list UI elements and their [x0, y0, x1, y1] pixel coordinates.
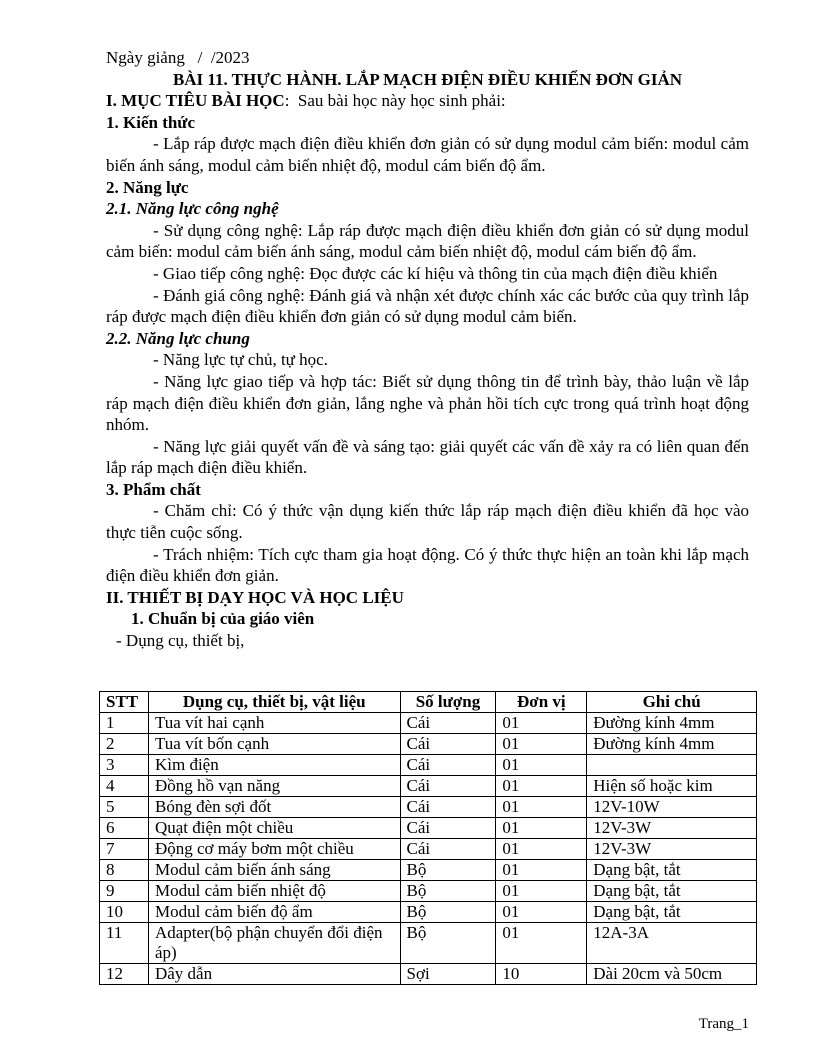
general-item: - Năng lực giải quyết vấn đề và sáng tạo: giải quyết các vấn đề xảy ra có liên quan đến lắp ráp mạch điện điều khiển. — [106, 436, 749, 478]
cell-quantity: Cái — [400, 839, 496, 860]
cell-item: Bóng đèn sợi đốt — [148, 797, 400, 818]
general-item: - Năng lực tự chủ, tự học. — [153, 350, 328, 370]
cell-unit: 01 — [496, 860, 587, 881]
teacher-prep-heading: 1. Chuẩn bị của giáo viên — [131, 609, 315, 629]
cell-unit: 01 — [496, 881, 587, 902]
cell-stt: 11 — [100, 923, 149, 964]
cell-stt: 10 — [100, 902, 149, 923]
cell-stt: 9 — [100, 881, 149, 902]
cell-stt: 8 — [100, 860, 149, 881]
cell-item: Động cơ máy bơm một chiều — [148, 839, 400, 860]
cell-unit: 01 — [496, 797, 587, 818]
table-row — [100, 776, 757, 797]
knowledge-heading: 1. Kiến thức — [106, 112, 196, 132]
table-row — [100, 713, 757, 734]
cell-unit: 01 — [496, 818, 587, 839]
cell-quantity: Bộ — [400, 881, 496, 902]
date-line: Ngày giảng / /2023 — [106, 48, 250, 67]
cell-quantity: Cái — [400, 734, 496, 755]
cell-note: 12V-3W — [587, 818, 757, 839]
header-unit: Đơn vị — [496, 692, 587, 713]
cell-item: Đồng hồ vạn năng — [148, 776, 400, 797]
equipment-heading: II. THIẾT BỊ DẠY HỌC VÀ HỌC LIỆU — [106, 587, 404, 607]
cell-item: Tua vít hai cạnh — [148, 713, 400, 734]
cell-stt: 3 — [100, 755, 149, 776]
table-row — [100, 860, 757, 881]
tech-item: - Sử dụng công nghệ: Lắp ráp được mạch điện điều khiển đơn giản có sử dụng modul cảm biến: modul cảm biến ánh sáng, modul cảm biến nhiệt độ, modul cám biến độ ẩm. — [106, 220, 749, 262]
document-body — [106, 47, 749, 652]
table-row — [100, 797, 757, 818]
cell-unit: 01 — [496, 923, 587, 964]
competence-heading: 2. Năng lực — [106, 177, 189, 197]
cell-item: Kìm điện — [148, 755, 400, 776]
cell-note: Đường kính 4mm — [587, 713, 757, 734]
header-quantity: Số lượng — [400, 692, 496, 713]
table-row — [100, 839, 757, 860]
table-row — [100, 734, 757, 755]
cell-unit: 01 — [496, 755, 587, 776]
cell-unit: 01 — [496, 902, 587, 923]
equipment-intro: - Dụng cụ, thiết bị, — [116, 631, 245, 651]
cell-stt: 2 — [100, 734, 149, 755]
header-stt: STT — [100, 692, 149, 713]
general-competence-heading: 2.2. Năng lực chung — [106, 328, 250, 348]
cell-item: Modul cảm biến nhiệt độ — [148, 881, 400, 902]
cell-stt: 6 — [100, 818, 149, 839]
cell-item: Tua vít bốn cạnh — [148, 734, 400, 755]
cell-unit: 10 — [496, 964, 587, 985]
cell-quantity: Bộ — [400, 860, 496, 881]
cell-item: Modul cảm biến độ ẩm — [148, 902, 400, 923]
header-note: Ghi chú — [587, 692, 757, 713]
general-item: - Năng lực giao tiếp và hợp tác: Biết sử dụng thông tin để trình bày, thảo luận về lắp ráp mạch điện điều khiển đơn giản, lắng nghe và phản hồi tích cực trong quá trình hoạt động nhóm. — [106, 371, 749, 435]
cell-unit: 01 — [496, 734, 587, 755]
cell-unit: 01 — [496, 776, 587, 797]
cell-quantity: Cái — [400, 713, 496, 734]
cell-stt: 12 — [100, 964, 149, 985]
cell-item: Dây dẫn — [148, 964, 400, 985]
cell-note: Dạng bật, tắt — [587, 860, 757, 881]
cell-quantity: Cái — [400, 818, 496, 839]
page-number: Trang_1 — [698, 1016, 749, 1032]
table-row — [100, 923, 757, 964]
objectives-heading-line — [106, 90, 749, 112]
cell-note: Dài 20cm và 50cm — [587, 964, 757, 985]
cell-stt: 7 — [100, 839, 149, 860]
cell-quantity: Bộ — [400, 902, 496, 923]
table-row — [100, 818, 757, 839]
cell-note: Hiện số hoặc kim — [587, 776, 757, 797]
cell-stt: 4 — [100, 776, 149, 797]
cell-note: 12V-3W — [587, 839, 757, 860]
quality-item: - Chăm chỉ: Có ý thức vận dụng kiến thức lắp ráp mạch điện điều khiển đã học vào thực tiễn cuộc sống. — [106, 501, 749, 543]
cell-note: Dạng bật, tắt — [587, 902, 757, 923]
cell-note: 12A-3A — [587, 923, 757, 964]
cell-quantity: Cái — [400, 776, 496, 797]
cell-item: Modul cảm biến ánh sáng — [148, 860, 400, 881]
table-row — [100, 881, 757, 902]
cell-unit: 01 — [496, 839, 587, 860]
quality-item: - Trách nhiệm: Tích cực tham gia hoạt động. Có ý thức thực hiện an toàn khi lắp mạch điện điều khiển đơn giản. — [106, 544, 749, 586]
cell-quantity: Bộ — [400, 923, 496, 964]
table-row — [100, 902, 757, 923]
objectives-intro: : Sau bài học này học sinh phải: — [284, 91, 506, 111]
tech-item: - Giao tiếp công nghệ: Đọc được các kí hiệu và thông tin của mạch điện điều khiển — [153, 263, 718, 283]
cell-note: Đường kính 4mm — [587, 734, 757, 755]
cell-item: Quạt điện một chiều — [148, 818, 400, 839]
cell-item: Adapter(bộ phận chuyển đổi điện áp) — [148, 923, 400, 964]
cell-note: Dạng bật, tắt — [587, 881, 757, 902]
cell-stt: 1 — [100, 713, 149, 734]
lesson-title: BÀI 11. THỰC HÀNH. LẮP MẠCH ĐIỆN ĐIỀU KHIỂN ĐƠN GIẢN — [172, 69, 683, 89]
table-row — [100, 755, 757, 776]
cell-quantity: Cái — [400, 797, 496, 818]
cell-stt: 5 — [100, 797, 149, 818]
table-header-row — [100, 692, 757, 713]
cell-unit: 01 — [496, 713, 587, 734]
objectives-heading: I. MỤC TIÊU BÀI HỌC — [106, 91, 285, 111]
tech-item: - Đánh giá công nghệ: Đánh giá và nhận xét được chính xác các bước của quy trình lắp ráp được mạch điện điều khiển đơn giản có sử dụng modul cảm biến. — [106, 285, 749, 327]
table-row — [100, 964, 757, 985]
quality-heading: 3. Phẩm chất — [106, 479, 201, 499]
header-item: Dụng cụ, thiết bị, vật liệu — [148, 692, 400, 713]
cell-quantity: Cái — [400, 755, 496, 776]
cell-note: 12V-10W — [587, 797, 757, 818]
cell-quantity: Sợi — [400, 964, 496, 985]
knowledge-text: - Lắp ráp được mạch điện điều khiển đơn giản có sử dụng modul cảm biến: modul cảm biến ánh sáng, modul cảm biến nhiệt độ, modul cám biến độ ẩm. — [106, 134, 749, 175]
cell-note — [587, 755, 757, 776]
equipment-table — [99, 691, 757, 985]
tech-competence-heading: 2.1. Năng lực công nghệ — [106, 199, 279, 219]
